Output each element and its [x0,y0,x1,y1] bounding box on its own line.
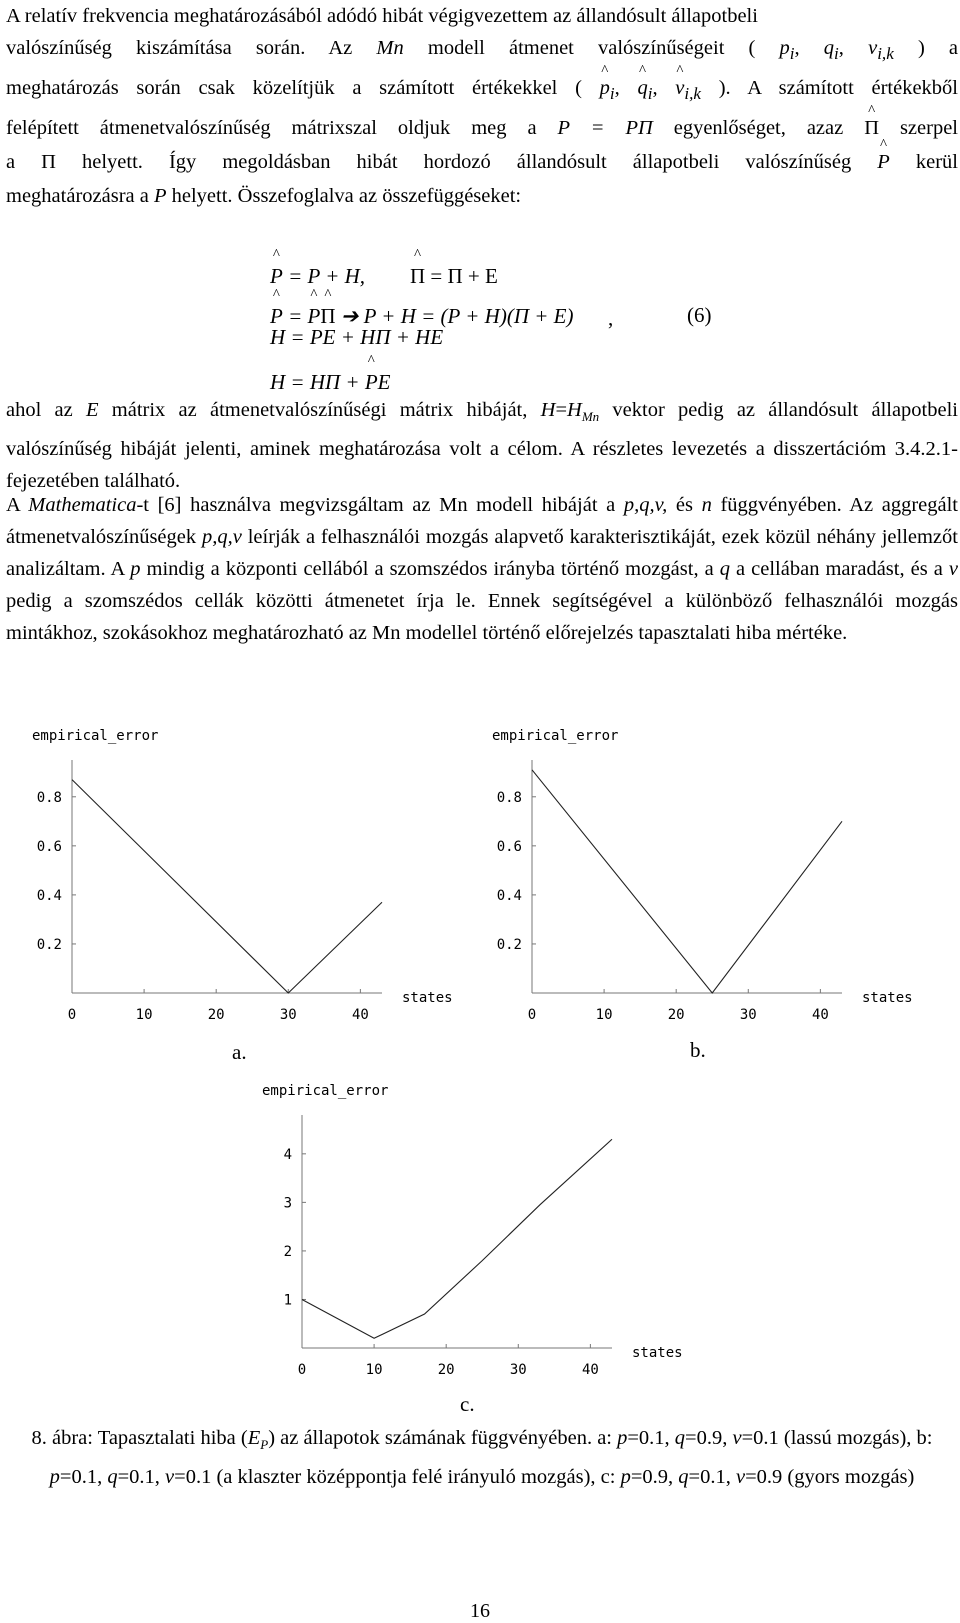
y-axis-label: empirical_error [262,1083,389,1099]
x-tick-label: 20 [667,1007,685,1023]
text-line: meghatározásra a P helyett. Összefoglalva az összefüggéseket: [6,185,522,208]
x-tick-label: 0 [67,1007,77,1023]
x-tick-label: 40 [581,1362,599,1378]
equation-line-1: ^ P = P + H, [270,264,365,289]
y-tick-label: 2 [283,1243,292,1260]
series-line [302,1139,612,1338]
figure-caption: 8. ábra: Tapasztalati hiba $(E_P)$ az állapotok számának függvényében. a: p=0.1, q=0.9, v=0.1 (lassú mozgás), b: p=0.1, q=0.1, v=0.1 (a klaszter középpontja felé irányuló mozgás), c: p=0.9, q=0.1, v=0.9 (gyors mozgás) [31,1427,933,1489]
x-tick-label: 40 [811,1007,829,1023]
x-tick-label: 0 [297,1362,307,1378]
panel-label-a: a. [232,1040,247,1064]
x-axis-label: states [862,990,913,1006]
y-axis-label: empirical_error [492,728,619,744]
equation-line-2: ^ P = ^ P^ Π ➔ P + H = (P + H)(Π + E) [270,304,573,329]
y-tick-label: 0.6 [496,838,522,855]
series-line [532,770,842,993]
x-tick-label: 10 [595,1007,613,1023]
equation-line-1b: ^ Π = Π + E [410,264,498,289]
x-tick-label: 30 [739,1007,757,1023]
x-tick-label: 10 [365,1362,383,1378]
y-tick-label: 3 [283,1195,292,1212]
x-tick-label: 10 [135,1007,153,1023]
y-tick-label: 1 [283,1292,292,1309]
text-line: a Π helyett. Így megoldásban hibát hordozó állandósult állapotbeli valószínűség ^ P kerül [6,146,958,178]
panel-label-b: b. [690,1038,706,1062]
series-line [72,780,382,993]
text-line: meghatározás során csak közelítjük a számított értékekkel ( ^ $p_i$, ^ $q_i$, ^ $v_{i,k}$ ). A számított értékekből [6,72,958,110]
paragraph-analysis: A Mathematica-t [6] használva megvizsgáltam az Mn modell hibáját a p,q,v, és n függvényében. Az aggregált átmenetvalószínűségek p,q,v leírják a felhasználói mozgás alapvető karakterisztikáját, ezek közül néhány jellemzőt analizáltam. A p mindig a központi cellából a szomszédos irányba történő mozgást, a q a cellában maradást, és a v pedig a szomszédos cellák közötti átmenetet írja le. Ennek segítségével a különböző felhasználói mozgás mintákhoz, szokásokhoz meghatározható az Mn modellel történő előrejelzés tapasztalati hiba mértéke. [6,494,958,644]
x-tick-label: 20 [437,1362,455,1378]
paragraph-explanation: ahol az E mátrix az átmenetvalószínűségi mátrix hibáját, $H=H_{Mn}$ vektor pedig az állandósult állapotbeli valószínűség hibáját jelenti, aminek meghatározása volt a célom. A részletes levezetés a disszertációm 3.4.2.1-fejezetében található. [6,399,958,493]
equation-number: (6) [687,303,712,327]
x-axis-label: states [632,1345,683,1361]
y-axis-label: empirical_error [32,728,159,744]
equation-line-4: H = HΠ + ^ PE [270,370,391,395]
x-tick-label: 30 [279,1007,297,1023]
chart-c [250,1075,690,1395]
x-axis-label: states [402,990,453,1006]
text-line: A relatív frekvencia meghatározásából adódó hibát végigvezettem az állandósult állapotbeli [6,5,758,27]
x-tick-label: 20 [207,1007,225,1023]
x-tick-label: 40 [351,1007,369,1023]
text-line: felépített átmenetvalószínűség mátrixszal oldjuk meg a P = PΠ egyenlőséget, azaz ^ Π szerpel [6,112,958,144]
x-tick-label: 0 [527,1007,537,1023]
y-tick-label: 0.8 [496,789,522,806]
panel-label-c: c. [460,1392,475,1416]
y-tick-label: 0.4 [496,887,522,904]
paragraph-intro [6,0,958,212]
y-tick-label: 0.2 [496,936,522,953]
text-line: valószínűség kiszámítása során. Az Mn modell átmenet valószínűségeit ( $p_i$, $q_i$, $v_{i,k}$ ) a [6,37,959,64]
y-tick-label: 0.6 [36,838,62,855]
chart-b [480,720,920,1040]
equation-comma: , [608,306,614,330]
y-tick-label: 4 [283,1146,292,1163]
y-tick-label: 0.4 [36,887,62,904]
page-number: 16 [470,1600,490,1622]
y-tick-label: 0.2 [36,936,62,953]
y-tick-label: 0.8 [36,789,62,806]
equation-line-3: H = PE + HΠ + HE [270,325,444,349]
chart-a [20,720,460,1040]
x-tick-label: 30 [509,1362,527,1378]
